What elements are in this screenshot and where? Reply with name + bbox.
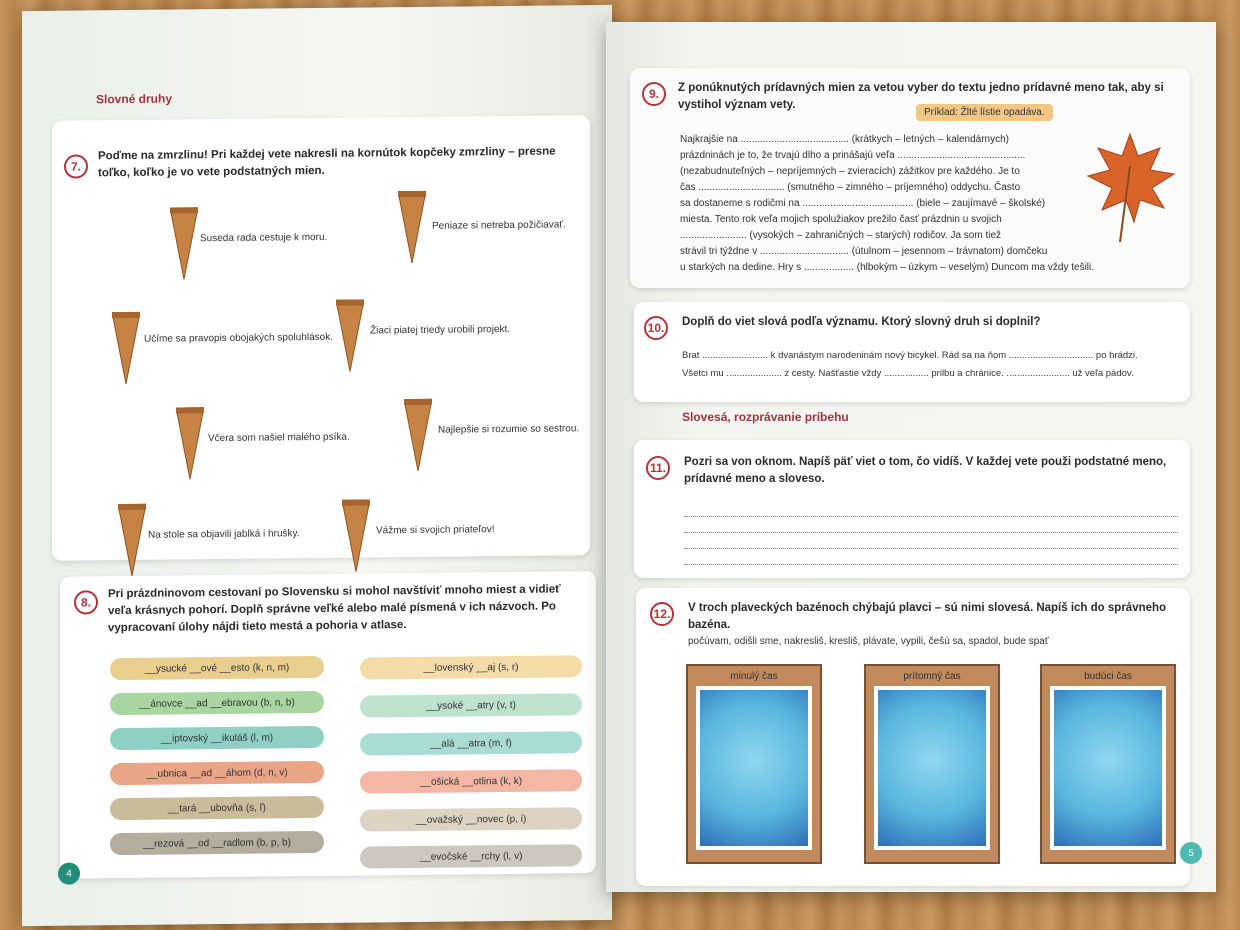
answer-line-2[interactable]	[684, 532, 1178, 533]
answer-line-1[interactable]	[684, 516, 1178, 517]
task-8-number: 8.	[74, 590, 98, 614]
task-11-instructions: Pozri sa von oknom. Napíš päť viet o tom, čo vidíš. V každej vete použi podstatné meno, prídavné meno a sloveso.	[684, 456, 1167, 485]
ice-cream-cone-icon[interactable]	[336, 300, 364, 372]
page-number-right: 5	[1180, 842, 1202, 864]
text-line-5: sa dostaneme s rodičmi na ........................................ (biele – zaujímavé – školské)	[680, 198, 1046, 209]
section-title-slovesa: Slovesá, rozprávanie príbehu	[682, 410, 849, 424]
sentence-8: Vážme si svojich priateľov!	[376, 524, 495, 537]
answer-line-3[interactable]	[684, 548, 1178, 549]
task-12-number: 12.	[650, 602, 674, 626]
text-line-4: čas ............................... (smutného – zimného – príjemného) oddychu. Často	[680, 182, 1021, 193]
ice-cream-cone-icon[interactable]	[118, 504, 146, 576]
pool-water	[1054, 690, 1162, 846]
mountain-city-field-left-3[interactable]: __iptovský __ikuláš (l, m)	[110, 726, 324, 750]
mountain-city-field-right-5[interactable]: __ovažský __novec (p, i)	[360, 807, 582, 831]
mountain-city-field-left-1[interactable]: __ysucké __ové __esto (k, n, m)	[110, 656, 324, 680]
pool-present-tense[interactable]	[864, 664, 1000, 864]
pool-label-past: minulý čas	[730, 671, 778, 682]
task-10-number: 10.	[644, 316, 668, 340]
example-badge: Príklad: Žlté lístie opadáva.	[916, 104, 1053, 121]
mountain-city-field-right-1[interactable]: __lovenský __aj (s, r)	[360, 655, 582, 679]
ice-cream-cone-icon[interactable]	[398, 191, 426, 263]
sentence-6: Najlepšie si rozumie so sestrou.	[438, 423, 580, 436]
mountain-city-field-right-4[interactable]: __ošická __otlina (k, k)	[360, 769, 582, 793]
mountain-city-field-right-6[interactable]: __evočské __rchy (l, v)	[360, 844, 582, 868]
task-9-card	[630, 68, 1190, 288]
ice-cream-cone-icon[interactable]	[176, 407, 204, 479]
task-9-instructions: Z ponúknutých prídavných mien za vetou vyber do textu jedno prídavné meno tak, aby si vystihol význam vety.	[678, 82, 1164, 111]
mountain-city-field-left-2[interactable]: __ánovce __ad __ebravou (b, n, b)	[110, 691, 324, 715]
task-10-line-2: Všetci mu ..................... z cesty. Našťastie vždy ................. prilbu a chránice. ........................ už veľa pádov.	[682, 368, 1134, 379]
task-8-instructions: Pri prázdninovom cestovaní po Slovensku si mohol navštíviť mnoho miest a vidieť veľa krásnych pohorí. Doplň správne veľké alebo malé písmená v ich názvoch. Po vypracovaní úlohy nájdi tieto mestá a pohoria v atlase.	[108, 583, 561, 635]
pool-label-future: budúci čas	[1084, 671, 1132, 682]
ice-cream-cone-icon[interactable]	[404, 399, 432, 471]
sentence-5: Včera som našiel malého psíka.	[208, 431, 350, 445]
mountain-city-field-left-6[interactable]: __rezová __od __radlom (b, p, b)	[110, 831, 324, 855]
pool-past-tense[interactable]	[686, 664, 822, 864]
text-line-2: prázdninách je to, že trvajú dlho a prinášajú veľa ..............................................	[680, 150, 1026, 161]
text-line-1: Najkrajšie na ....................................... (krátkych – letných – kalendárnych)	[680, 134, 1010, 145]
task-8-card	[60, 571, 596, 879]
task-11-card	[634, 440, 1190, 578]
section-title-slovne-druhy: Slovné druhy	[96, 91, 173, 107]
mountain-city-field-right-3[interactable]: __alá __atra (m, f)	[360, 731, 582, 755]
sentence-4: Žiaci piatej triedy urobili projekt.	[370, 323, 511, 337]
task-10-instructions: Doplň do viet slová podľa významu. Ktorý slovný druh si doplnil?	[682, 316, 1041, 328]
text-line-3: (nezabudnuteľných – nepríjemných – zvieracích) zážitkov pre každého. Je to	[680, 166, 1020, 177]
sentence-3: Učíme sa pravopis obojakých spoluhlások.	[144, 331, 333, 345]
sentence-2: Peniaze si netreba požičiavať.	[432, 219, 566, 232]
task-7-number: 7.	[64, 154, 88, 178]
right-page	[606, 22, 1216, 892]
page-number-left: 4	[58, 862, 80, 884]
task-9-number: 9.	[642, 82, 666, 106]
task-7-instructions: Poďme na zmrzlinu! Pri každej vete nakresli na kornútok kopčeky zmrzliny – presne toľko, koľko je vo vete podstatných mien.	[98, 145, 556, 180]
left-page	[22, 5, 612, 926]
task-10-card	[634, 302, 1190, 402]
task-10-line-1: Brat ......................... k dvanástym narodeninám nový bicykel. Rád sa na ňom ................................ po hrádzi.	[682, 350, 1138, 361]
autumn-leaf-icon	[1080, 126, 1180, 246]
mountain-city-field-left-4[interactable]: __ubnica __ad __áhom (d, n, v)	[110, 761, 324, 785]
pool-water	[700, 690, 808, 846]
text-line-6: miesta. Tento rok veľa mojich spolužiakov prežilo časť prázdnin u svojich	[680, 214, 1002, 225]
task-7-card	[52, 115, 590, 561]
task-11-number: 11.	[646, 456, 670, 480]
answer-line-4[interactable]	[684, 564, 1178, 565]
text-line-8: strávil tri týždne v ................................ (útulnom – jesennom – trávnatom) domčeku	[680, 246, 1048, 257]
ice-cream-cone-icon[interactable]	[342, 499, 370, 571]
text-line-9: u starkých na dedine. Hry s .................. (hlbokým – úzkym – veselým) Duncom ma vždy tešili.	[680, 262, 1095, 273]
task-12-card	[636, 588, 1190, 886]
pool-water	[878, 690, 986, 846]
mountain-city-field-right-2[interactable]: __ysoké __atry (v, t)	[360, 693, 582, 717]
sentence-1: Suseda rada cestuje k moru.	[200, 231, 328, 245]
ice-cream-cone-icon[interactable]	[170, 207, 198, 279]
text-line-7: ........................ (vysokých – zahraničných – starých) rodičov. Ja som tiež	[680, 230, 1002, 241]
sentence-7: Na stole sa objavili jablká i hrušky.	[148, 528, 300, 541]
pool-future-tense[interactable]	[1040, 664, 1176, 864]
task-12-instructions: V troch plaveckých bazénoch chýbajú plavci – sú nimi slovesá. Napíš ich do správneho bazéna.	[688, 602, 1167, 631]
ice-cream-cone-icon[interactable]	[112, 312, 140, 384]
pool-label-present: prítomný čas	[903, 671, 961, 682]
mountain-city-field-left-5[interactable]: __tará __ubovňa (s, ľ)	[110, 796, 324, 820]
verb-list: počúvam, odišli sme, nakresliš, kresliš, plávate, vypili, češú sa, spadol, bude spať	[688, 636, 1049, 647]
